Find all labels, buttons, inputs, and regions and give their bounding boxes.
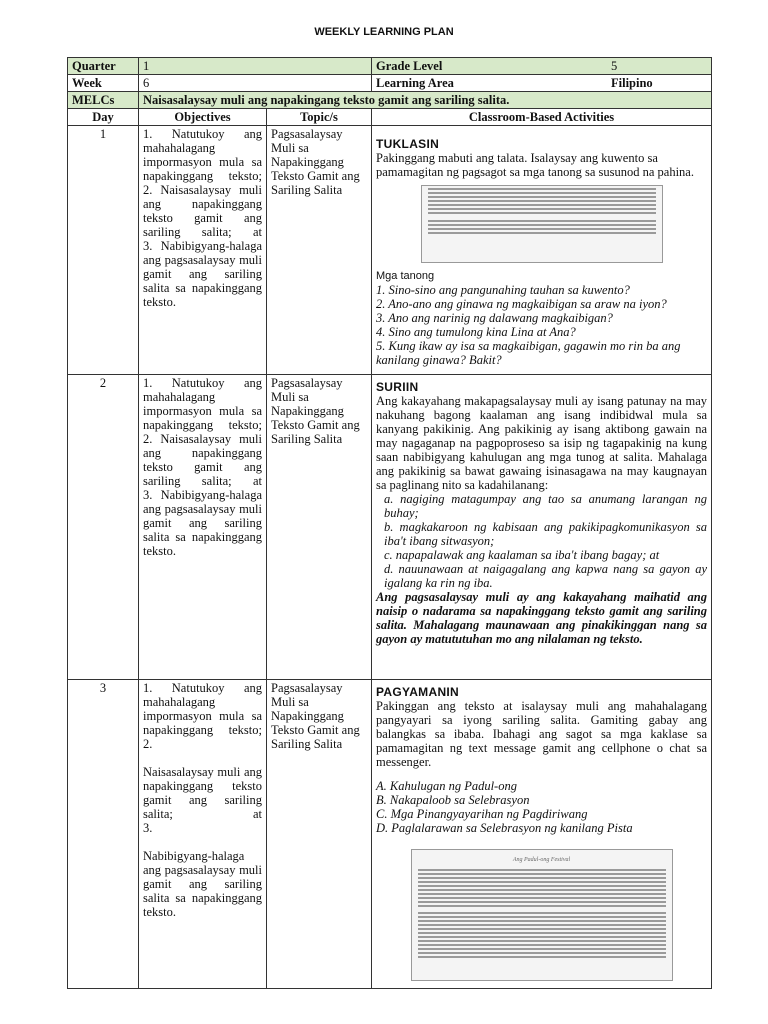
day-number: 1 bbox=[68, 126, 139, 375]
activity-intro: Pakinggang mabuti ang talata. Isalaysay ang kuwento sa pamamagitan ng pagsagot sa mga tanong sa susunod na pahina. bbox=[376, 151, 694, 179]
list-item: d. nauunawaan at naigagalang ang kapwa nang sa gayon ay igalang ka rin ng iba. bbox=[384, 562, 707, 590]
activity-intro: Pakinggan ang teksto at isalaysay muli ang mahahalagang pangyayari sa iyong sariling salita. Gamiting gabay ang balangkas sa ibaba. Ibahagi ang sagot sa mga kaklase sa pamamagitan ng text message gamit ang cellphone o chat sa messenger. bbox=[376, 699, 707, 769]
activities-cell bbox=[372, 680, 712, 989]
area-label: Learning Area bbox=[376, 76, 454, 90]
objective-item: 3. bbox=[143, 821, 153, 835]
question: 1. Sino-sino ang pangunahing tauhan sa kuwento? bbox=[376, 283, 630, 297]
col-objectives: Objectives bbox=[139, 109, 267, 126]
table-row-day-3 bbox=[68, 680, 712, 989]
grade-cell bbox=[372, 58, 712, 75]
outline-item: D. Paglalarawan sa Selebrasyon ng kanilang Pista bbox=[376, 821, 633, 835]
section-title: TUKLASIN bbox=[376, 137, 440, 151]
section-title: PAGYAMANIN bbox=[376, 685, 460, 699]
table-row-day-2 bbox=[68, 375, 712, 680]
story-image bbox=[421, 185, 663, 263]
table-row-day-1 bbox=[68, 126, 712, 375]
outline-item: A. Kahulugan ng Padul-ong bbox=[376, 779, 517, 793]
area-cell bbox=[372, 75, 712, 92]
topic-cell: Pagsasalaysay Muli sa Napakinggang Teksto Gamit ang Sariling Salita bbox=[267, 680, 372, 989]
objective-item: Naisasalaysay muli ang napakinggang teksto gamit ang sariling salita; at bbox=[143, 765, 262, 821]
area-value: Filipino bbox=[611, 76, 653, 90]
objective-item: 2. bbox=[143, 737, 153, 751]
section-title: SURIIN bbox=[376, 380, 419, 394]
grade-value: 5 bbox=[611, 59, 618, 73]
question: 2. Ano-ano ang ginawa ng magkaibigan sa araw na iyon? bbox=[376, 297, 667, 311]
objective-item: 3. Nabibigyang-halaga ang pagsasalaysay muli gamit ang sariling salita sa napakinggang teksto. bbox=[143, 488, 262, 558]
questions-label: Mga tanong bbox=[376, 270, 435, 282]
festival-text-image bbox=[411, 849, 673, 981]
melcs-label: MELCs bbox=[68, 92, 139, 109]
activities-cell bbox=[372, 126, 712, 375]
col-topics: Topic/s bbox=[267, 109, 372, 126]
document-title: WEEKLY LEARNING PLAN bbox=[314, 26, 454, 38]
activity-body: Ang kakayahang makapagsalaysay muli ay isang patunay na may nakuhang bagong kaalaman ang isang indibidwal mula sa kanyang pakikinig. Ang pakikinig ay isang aktibong gawain na may nagaganap na pagpoproseso sa isip ng tagapakinig na kung saan nabibigyang kahulugan ang mga tunog at salita. Mahalaga ang pakikinig sa bawat gawaing isinasagawa na may kaugnayan sa paglinang nito sa kadahilanang: bbox=[376, 394, 707, 492]
objective-item: 1. Natutukoy ang mahahalagang impormasyon mula sa napakinggang teksto; bbox=[143, 376, 262, 432]
objective-item: 1. Natutukoy ang mahahalagang impormasyon mula sa napakinggang teksto; bbox=[143, 681, 262, 737]
question: 3. Ano ang narinig ng dalawang magkaibigan? bbox=[376, 311, 613, 325]
question: 4. Sino ang tumulong kina Lina at Ana? bbox=[376, 325, 576, 339]
day-number: 3 bbox=[68, 680, 139, 989]
header-row-quarter bbox=[68, 58, 712, 75]
outline-item: C. Mga Pinangyayarihan ng Pagdiriwang bbox=[376, 807, 588, 821]
week-value: 6 bbox=[139, 75, 372, 92]
weekly-plan-table bbox=[67, 57, 712, 989]
topic-cell: Pagsasalaysay Muli sa Napakinggang Teksto Gamit ang Sariling Salita bbox=[267, 375, 372, 680]
col-activities: Classroom-Based Activities bbox=[372, 109, 712, 126]
week-label: Week bbox=[68, 75, 139, 92]
topic-cell: Pagsasalaysay Muli sa Napakinggang Teksto Gamit ang Sariling Salita bbox=[267, 126, 372, 375]
col-day: Day bbox=[68, 109, 139, 126]
outline-item: B. Nakapaloob sa Selebrasyon bbox=[376, 793, 530, 807]
objective-item: 2. Naisasalaysay muli ang napakinggang teksto gamit ang sariling salita; at bbox=[143, 183, 262, 239]
activities-cell bbox=[372, 375, 712, 680]
activity-conclusion: Ang pagsasalaysay muli ay ang kakayahang maihatid ang naisip o nadarama sa napakinggang teksto gamit ang sariling salita. Mahalagang maunawaan ang pinakikinggan nang sa gayon ay matututuhan mo ang nilalaman ng teksto. bbox=[376, 590, 707, 646]
objective-item: Nabibigyang-halaga ang pagsasalaysay muli gamit ang sariling salita sa napakinggang teksto. bbox=[143, 849, 262, 919]
objectives-cell bbox=[139, 680, 267, 989]
festival-image-title: Ang Padul-ong Festival bbox=[512, 857, 571, 863]
column-header-row bbox=[68, 109, 712, 126]
grade-label: Grade Level bbox=[376, 59, 443, 73]
melcs-value: Naisasalaysay muli ang napakingang teksto gamit ang sariling salita. bbox=[139, 92, 712, 109]
list-item: a. nagiging matagumpay ang tao sa anumang larangan ng buhay; bbox=[384, 492, 707, 520]
objectives-cell bbox=[139, 375, 267, 680]
quarter-label: Quarter bbox=[68, 58, 139, 75]
header-row-melcs bbox=[68, 92, 712, 109]
question: 5. Kung ikaw ay isa sa magkaibigan, gagawin mo rin ba ang kanilang ginawa? Bakit? bbox=[376, 339, 681, 367]
objective-item: 3. Nabibigyang-halaga ang pagsasalaysay muli gamit ang sariling salita sa napakinggang teksto. bbox=[143, 239, 262, 309]
quarter-value: 1 bbox=[139, 58, 372, 75]
day-number: 2 bbox=[68, 375, 139, 680]
header-row-week bbox=[68, 75, 712, 92]
list-item: c. napapalawak ang kaalaman sa iba't ibang bagay; at bbox=[384, 548, 660, 562]
objective-item: 1. Natutukoy ang mahahalagang impormasyon mula sa napakinggang teksto; bbox=[143, 127, 262, 183]
objectives-cell bbox=[139, 126, 267, 375]
objective-item: 2. Naisasalaysay muli ang napakinggang teksto gamit ang sariling salita; at bbox=[143, 432, 262, 488]
list-item: b. magkakaroon ng kabisaan ang pakikipagkomunikasyon sa iba't ibang sitwasyon; bbox=[384, 520, 707, 548]
